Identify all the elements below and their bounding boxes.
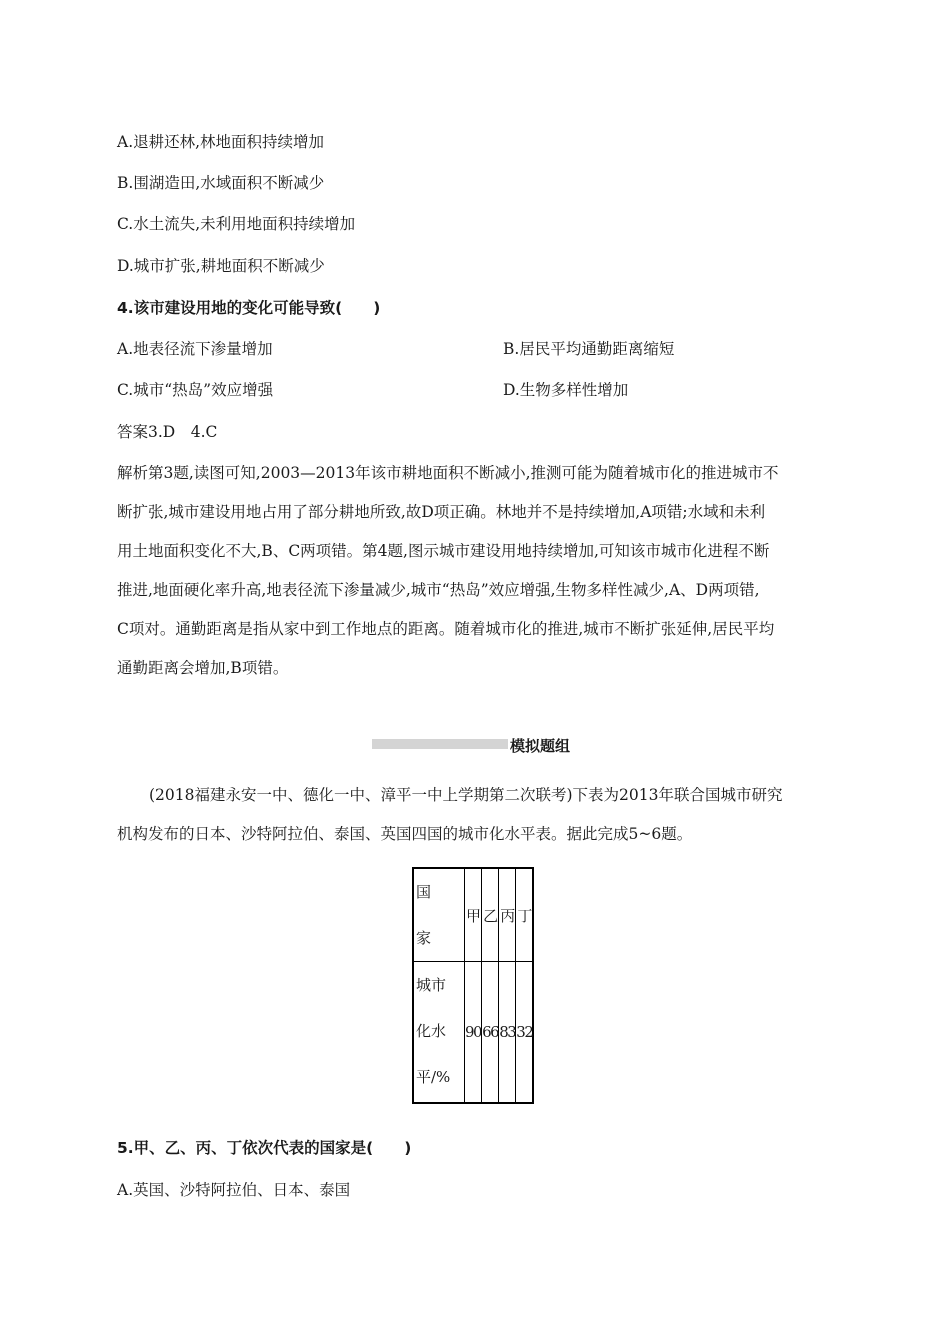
section-title: 模拟题组 — [510, 737, 571, 755]
header-label-line: 家 — [416, 929, 432, 947]
value-cell: 90 — [465, 962, 482, 1104]
analysis-line: 通勤距离会增加,B项错。 — [117, 659, 289, 677]
intro-line: 机构发布的日本、沙特阿拉伯、泰国、英国四国的城市化水平表。据此完成5~6题。 — [117, 825, 693, 843]
q4-option-d: D.生物多样性增加 — [503, 381, 629, 399]
q4-options-row1 — [117, 339, 817, 359]
row-label-line: 化水 — [416, 1022, 447, 1040]
analysis-line: C项对。通勤距离是指从家中到工作地点的距离。随着城市化的推进,城市不断扩张延伸,居民平均 — [117, 620, 775, 638]
country-cell: 甲 — [465, 868, 482, 962]
intro-line: (2018福建永安一中、德化一中、漳平一中上学期第二次联考)下表为2013年联合国城市研究 — [149, 786, 783, 804]
country-cell: 丙 — [499, 868, 516, 962]
row-label-cell — [413, 962, 465, 1104]
value-cell: 83 — [499, 962, 516, 1104]
urbanization-table — [412, 867, 534, 1104]
value-cell: 32 — [516, 962, 534, 1104]
country-cell: 乙 — [482, 868, 499, 962]
q4-option-a: A.地表径流下渗量增加 — [117, 340, 273, 358]
row-label-line: 城市 — [416, 976, 447, 994]
table-value-row — [413, 962, 533, 1104]
analysis-line: 用土地面积变化不大,B、C两项错。第4题,图示城市建设用地持续增加,可知该市城市化进程不断 — [117, 542, 770, 560]
q5-stem: 5.甲、乙、丙、丁依次代表的国家是( ) — [117, 1139, 412, 1157]
analysis-line: 推进,地面硬化率升高,地表径流下渗量减少,城市“热岛”效应增强,生物多样性减少,A、D两项错, — [117, 581, 760, 599]
q4-options-row2 — [117, 380, 817, 400]
q4-option-c: C.城市“热岛”效应增强 — [117, 381, 274, 399]
analysis-line: 断扩张,城市建设用地占用了部分耕地所致,故D项正确。林地并不是持续增加,A项错;水域和未利 — [117, 503, 766, 521]
table-header-row — [413, 868, 533, 962]
q3-option-b: B.围湖造田,水域面积不断减少 — [117, 174, 325, 192]
q5-option-a: A.英国、沙特阿拉伯、日本、泰国 — [117, 1181, 351, 1199]
q3-option-c: C.水土流失,未利用地面积持续增加 — [117, 215, 356, 233]
q4-stem: 4.该市建设用地的变化可能导致( ) — [117, 299, 381, 317]
country-cell: 丁 — [516, 868, 534, 962]
analysis-paragraph — [117, 463, 832, 697]
header-label-cell — [413, 868, 465, 962]
row-label-line: 平/% — [416, 1068, 451, 1086]
analysis-line: 解析第3题,读图可知,2003—2013年该市耕地面积不断减小,推测可能为随着城市化的推进城市不 — [117, 464, 779, 482]
q4-option-b: B.居民平均通勤距离缩短 — [503, 340, 675, 358]
value-cell: 66 — [482, 962, 499, 1104]
intro-paragraph — [117, 785, 832, 863]
answer: 答案3.D 4.C — [117, 423, 218, 441]
header-label-line: 国 — [416, 883, 432, 901]
section-bar — [372, 739, 508, 749]
q3-option-a: A.退耕还林,林地面积持续增加 — [117, 133, 325, 151]
q3-option-d: D.城市扩张,耕地面积不断减少 — [117, 257, 325, 275]
